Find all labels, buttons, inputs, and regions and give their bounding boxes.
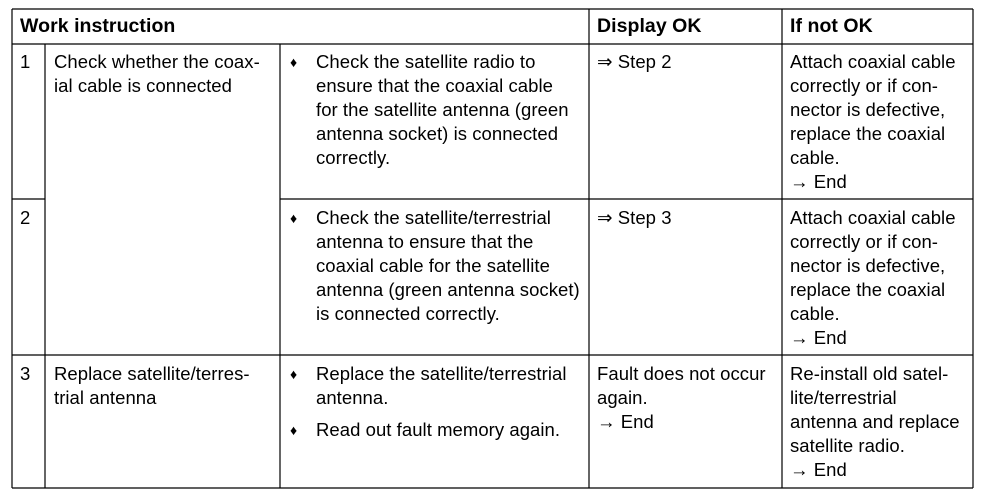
if-not-ok-text <box>790 50 956 194</box>
action-text-line: Replace the satellite/terrestrial <box>316 363 567 384</box>
if-not-ok-text-line: → End <box>790 459 847 480</box>
display-ok-text <box>597 362 766 434</box>
if-not-ok-text-line: nector is defective, <box>790 99 946 120</box>
if-not-ok-text-line: correctly or if con- <box>790 75 939 96</box>
display-ok-text-line: again. <box>597 387 648 408</box>
if-not-ok-text-line: replace the coaxial <box>790 123 946 144</box>
if-not-ok-text-line: cable. <box>790 147 840 168</box>
if-not-ok-text-line: Attach coaxial cable <box>790 51 956 72</box>
if-not-ok-text <box>790 206 956 350</box>
display-ok-text-line: ⇒ Step 3 <box>597 207 672 228</box>
if-not-ok-text-line: → End <box>790 171 847 192</box>
task-text <box>54 50 260 98</box>
action-text-line: antenna to ensure that the <box>316 231 534 252</box>
task-text-line: ial cable is connected <box>54 75 232 96</box>
header-display-ok: Display OK <box>597 15 702 37</box>
if-not-ok-text <box>790 362 960 482</box>
bullet-icon: ♦ <box>290 422 298 438</box>
display-ok-text <box>597 206 672 230</box>
if-not-ok-text-line: antenna and replace <box>790 411 960 432</box>
task-text-line: Replace satellite/terres- <box>54 363 250 384</box>
step-number: 1 <box>20 51 31 72</box>
action-text-line: antenna socket) is connected <box>316 123 559 144</box>
action-text-line: correctly. <box>316 147 391 168</box>
action-text <box>316 50 569 170</box>
header-if-not-ok: If not OK <box>790 15 873 37</box>
display-ok-text-line: ⇒ Step 2 <box>597 51 672 72</box>
if-not-ok-text-line: → End <box>790 327 847 348</box>
action-text-line: antenna (green antenna socket) <box>316 279 580 300</box>
task-text-line: Check whether the coax- <box>54 51 260 72</box>
step-number: 2 <box>20 207 31 228</box>
bullet-icon: ♦ <box>290 366 298 382</box>
bullet-icon: ♦ <box>290 54 298 70</box>
action-text-line: Check the satellite/terrestrial <box>316 207 551 228</box>
step-number: 3 <box>20 363 31 384</box>
if-not-ok-text-line: correctly or if con- <box>790 231 939 252</box>
if-not-ok-text-line: Attach coaxial cable <box>790 207 956 228</box>
if-not-ok-text-line: nector is defective, <box>790 255 946 276</box>
action-text-line: Check the satellite radio to <box>316 51 536 72</box>
header-work-instruction: Work instruction <box>20 15 176 37</box>
action-text <box>316 418 560 442</box>
display-ok-text <box>597 50 672 74</box>
action-text-line: coaxial cable for the satellite <box>316 255 550 276</box>
action-text-line: Read out fault memory again. <box>316 419 561 440</box>
task-text-line: trial antenna <box>54 387 157 408</box>
action-text <box>316 362 567 410</box>
action-text-line: is connected correctly. <box>316 303 500 324</box>
display-ok-text-line: → End <box>597 411 654 432</box>
action-text-line: ensure that the coaxial cable <box>316 75 553 96</box>
task-text <box>54 362 250 410</box>
bullet-icon: ♦ <box>290 210 298 226</box>
if-not-ok-text-line: satellite radio. <box>790 435 905 456</box>
if-not-ok-text-line: Re-install old satel- <box>790 363 949 384</box>
if-not-ok-text-line: lite/terrestrial <box>790 387 897 408</box>
action-text-line: for the satellite antenna (green <box>316 99 569 120</box>
action-text-line: antenna. <box>316 387 389 408</box>
action-text <box>316 206 580 326</box>
if-not-ok-text-line: replace the coaxial <box>790 279 946 300</box>
if-not-ok-text-line: cable. <box>790 303 840 324</box>
display-ok-text-line: Fault does not occur <box>597 363 766 384</box>
